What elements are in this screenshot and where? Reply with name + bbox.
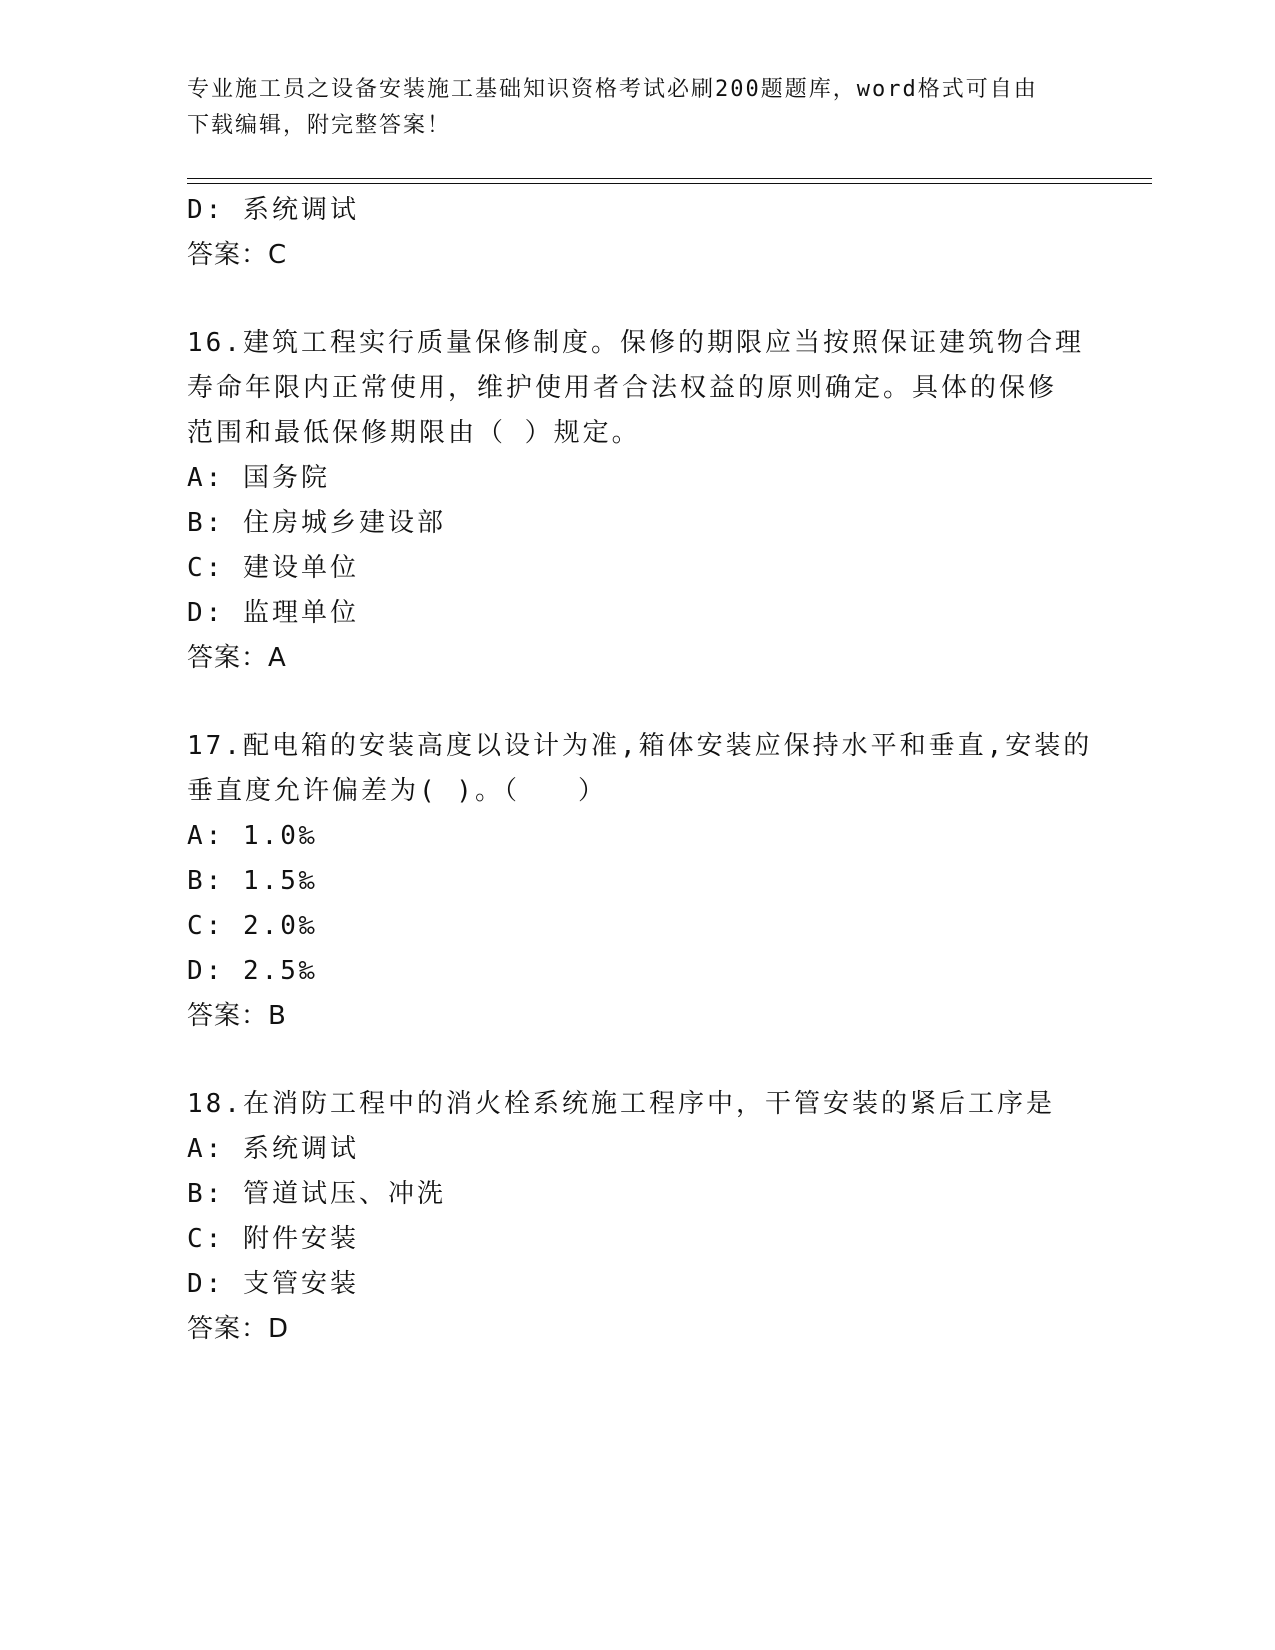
option-d: D: 2.5‰ (187, 956, 318, 986)
question-16 (187, 321, 1087, 681)
answer-line: 答案：B (187, 1001, 287, 1031)
question-text-line: 范围和最低保修期限由（ ）规定。 (187, 418, 641, 448)
answer-line: 答案：C (187, 240, 288, 270)
option-b: B: 管道试压、冲洗 (187, 1179, 446, 1209)
option-c: C: 附件安装 (187, 1224, 359, 1254)
header-divider-top (187, 178, 1152, 179)
document-header (187, 72, 1087, 144)
question-list (187, 188, 1093, 1352)
question-text-line: 寿命年限内正常使用，维护使用者合法权益的原则确定。具体的保修 (187, 373, 1058, 403)
header-title-line-1: 专业施工员之设备安装施工基础知识资格考试必刷200题题库，word格式可自由 (187, 77, 1038, 102)
option-b: B: 1.5‰ (187, 866, 318, 896)
option-d: D: 监理单位 (187, 598, 359, 628)
option-d: D: 系统调试 (187, 195, 359, 225)
header-title-line-2: 下载编辑，附完整答案！ (187, 113, 452, 138)
question-17 (187, 724, 1093, 1039)
option-c: C: 2.0‰ (187, 911, 318, 941)
question-text-line: 16.建筑工程实行质量保修制度。保修的期限应当按照保证建筑物合理 (187, 328, 1084, 358)
option-a: A: 系统调试 (187, 1134, 359, 1164)
question-text-line: 17.配电箱的安装高度以设计为准,箱体安装应保持水平和垂直,安装的 (187, 731, 1093, 761)
option-b: B: 住房城乡建设部 (187, 508, 446, 538)
question-18 (187, 1082, 1087, 1352)
option-c: C: 建设单位 (187, 553, 359, 583)
header-divider-bottom (187, 183, 1152, 184)
answer-line: 答案：A (187, 643, 287, 673)
answer-line: 答案：D (187, 1314, 290, 1344)
option-d: D: 支管安装 (187, 1269, 359, 1299)
option-a: A: 1.0‰ (187, 821, 318, 851)
question-text-line: 垂直度允许偏差为( )。（ ） (187, 776, 607, 806)
option-a: A: 国务院 (187, 463, 330, 493)
question-text-line: 18.在消防工程中的消火栓系统施工程序中，干管安装的紧后工序是 (187, 1089, 1055, 1119)
previous-question-tail (187, 188, 1087, 278)
